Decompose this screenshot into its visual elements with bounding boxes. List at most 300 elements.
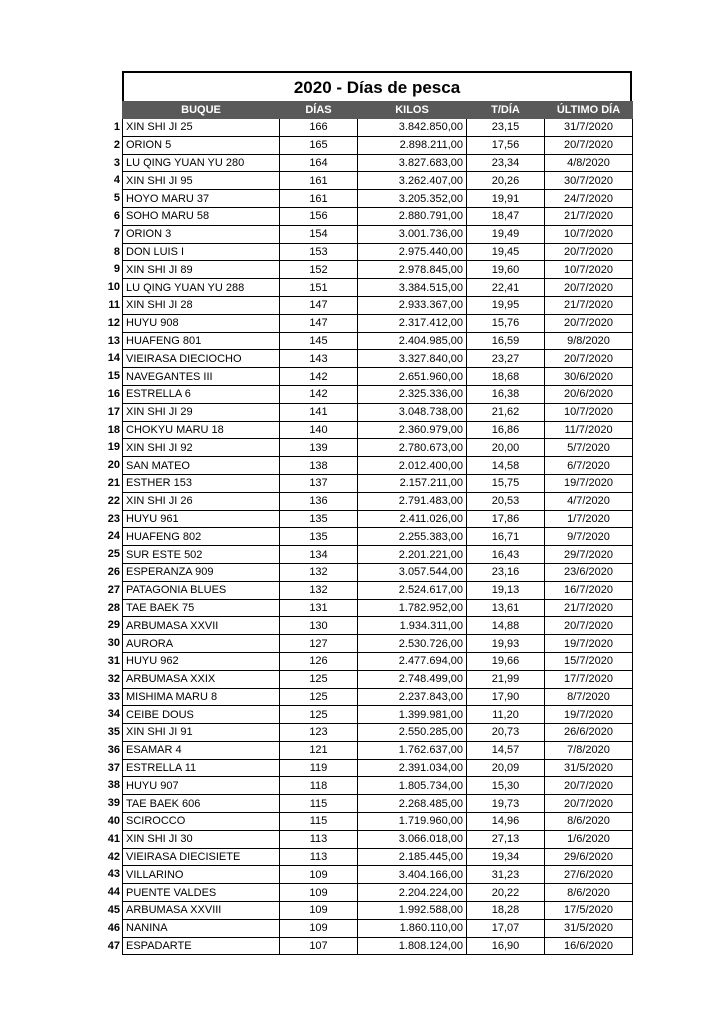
table-row bbox=[123, 937, 633, 955]
row-number: 26 bbox=[107, 565, 120, 578]
cell-kilos: 2.268.485,00 bbox=[358, 795, 467, 813]
cell-dias: 137 bbox=[280, 474, 358, 492]
cell-buque: HUYU 962 bbox=[123, 652, 280, 670]
table-row bbox=[123, 403, 633, 421]
row-number: 44 bbox=[107, 886, 120, 899]
cell-dias: 109 bbox=[280, 902, 358, 920]
table-row bbox=[123, 688, 633, 706]
cell-buque: ARBUMASA XXVIII bbox=[123, 902, 280, 920]
cell-dias: 115 bbox=[280, 795, 358, 813]
cell-buque: XIN SHI JI 91 bbox=[123, 724, 280, 742]
cell-buque: XIN SHI JI 30 bbox=[123, 830, 280, 848]
cell-dias: 164 bbox=[280, 154, 358, 172]
cell-dias: 107 bbox=[280, 937, 358, 955]
table-row bbox=[123, 474, 633, 492]
cell-buque: ARBUMASA XXVII bbox=[123, 617, 280, 635]
cell-kilos: 2.404.985,00 bbox=[358, 332, 467, 350]
cell-buque: SCIROCCO bbox=[123, 813, 280, 831]
cell-dias: 118 bbox=[280, 777, 358, 795]
table-row bbox=[123, 546, 633, 564]
table-row bbox=[123, 581, 633, 599]
cell-ultimo-dia: 21/7/2020 bbox=[545, 296, 633, 314]
cell-tdia: 19,49 bbox=[467, 225, 545, 243]
cell-buque: ESAMAR 4 bbox=[123, 741, 280, 759]
cell-tdia: 27,13 bbox=[467, 830, 545, 848]
row-number: 4 bbox=[113, 174, 120, 187]
table-row bbox=[123, 119, 633, 137]
column-header-dias: DÍAS bbox=[280, 102, 358, 119]
cell-buque: DON LUIS I bbox=[123, 243, 280, 261]
cell-buque: ESTRELLA 6 bbox=[123, 385, 280, 403]
cell-tdia: 14,58 bbox=[467, 457, 545, 475]
row-number: 2 bbox=[113, 138, 120, 151]
row-number: 34 bbox=[107, 708, 120, 721]
cell-dias: 109 bbox=[280, 884, 358, 902]
cell-kilos: 1.805.734,00 bbox=[358, 777, 467, 795]
cell-ultimo-dia: 1/6/2020 bbox=[545, 830, 633, 848]
table-row bbox=[123, 866, 633, 884]
row-number: 20 bbox=[107, 459, 120, 472]
cell-kilos: 2.360.979,00 bbox=[358, 421, 467, 439]
cell-ultimo-dia: 29/7/2020 bbox=[545, 546, 633, 564]
cell-tdia: 14,57 bbox=[467, 741, 545, 759]
cell-buque: HOYO MARU 37 bbox=[123, 190, 280, 208]
cell-kilos: 1.762.637,00 bbox=[358, 741, 467, 759]
cell-tdia: 20,22 bbox=[467, 884, 545, 902]
cell-kilos: 1.992.588,00 bbox=[358, 902, 467, 920]
cell-dias: 125 bbox=[280, 706, 358, 724]
cell-dias: 109 bbox=[280, 919, 358, 937]
row-number: 36 bbox=[107, 743, 120, 756]
cell-kilos: 2.975.440,00 bbox=[358, 243, 467, 261]
cell-kilos: 1.808.124,00 bbox=[358, 937, 467, 955]
cell-dias: 139 bbox=[280, 439, 358, 457]
table-row bbox=[123, 368, 633, 386]
table-row bbox=[123, 830, 633, 848]
row-number: 17 bbox=[107, 405, 120, 418]
row-number: 15 bbox=[107, 370, 120, 383]
cell-dias: 126 bbox=[280, 652, 358, 670]
row-number: 16 bbox=[107, 387, 120, 400]
cell-kilos: 2.012.400,00 bbox=[358, 457, 467, 475]
table-header-row bbox=[123, 102, 633, 119]
row-number: 42 bbox=[107, 850, 120, 863]
cell-kilos: 2.978.845,00 bbox=[358, 261, 467, 279]
row-number: 21 bbox=[107, 476, 120, 489]
cell-tdia: 16,43 bbox=[467, 546, 545, 564]
row-number: 39 bbox=[107, 797, 120, 810]
column-header-ultimo-dia: ÚLTIMO DÍA bbox=[545, 102, 633, 119]
cell-kilos: 2.748.499,00 bbox=[358, 670, 467, 688]
cell-kilos: 3.001.736,00 bbox=[358, 225, 467, 243]
cell-kilos: 3.066.018,00 bbox=[358, 830, 467, 848]
table-row bbox=[123, 759, 633, 777]
cell-ultimo-dia: 11/7/2020 bbox=[545, 421, 633, 439]
cell-tdia: 18,28 bbox=[467, 902, 545, 920]
table-row bbox=[123, 457, 633, 475]
cell-buque: ESTRELLA 11 bbox=[123, 759, 280, 777]
cell-ultimo-dia: 20/7/2020 bbox=[545, 136, 633, 154]
cell-dias: 161 bbox=[280, 172, 358, 190]
cell-dias: 135 bbox=[280, 528, 358, 546]
cell-tdia: 15,30 bbox=[467, 777, 545, 795]
table-row bbox=[123, 136, 633, 154]
cell-ultimo-dia: 4/7/2020 bbox=[545, 492, 633, 510]
cell-buque: CEIBE DOUS bbox=[123, 706, 280, 724]
cell-kilos: 1.719.960,00 bbox=[358, 813, 467, 831]
cell-kilos: 2.791.483,00 bbox=[358, 492, 467, 510]
cell-tdia: 19,95 bbox=[467, 296, 545, 314]
cell-kilos: 2.530.726,00 bbox=[358, 635, 467, 653]
cell-ultimo-dia: 10/7/2020 bbox=[545, 225, 633, 243]
cell-ultimo-dia: 15/7/2020 bbox=[545, 652, 633, 670]
table-row bbox=[123, 795, 633, 813]
cell-buque: ARBUMASA XXIX bbox=[123, 670, 280, 688]
cell-tdia: 11,20 bbox=[467, 706, 545, 724]
row-number: 22 bbox=[107, 494, 120, 507]
cell-dias: 123 bbox=[280, 724, 358, 742]
table-row bbox=[123, 617, 633, 635]
cell-ultimo-dia: 27/6/2020 bbox=[545, 866, 633, 884]
cell-ultimo-dia: 20/7/2020 bbox=[545, 795, 633, 813]
table-row bbox=[123, 172, 633, 190]
cell-ultimo-dia: 9/7/2020 bbox=[545, 528, 633, 546]
cell-buque: PUENTE VALDES bbox=[123, 884, 280, 902]
cell-ultimo-dia: 30/6/2020 bbox=[545, 368, 633, 386]
row-number: 18 bbox=[107, 423, 120, 436]
table-row bbox=[123, 848, 633, 866]
cell-ultimo-dia: 20/7/2020 bbox=[545, 777, 633, 795]
row-number: 1 bbox=[113, 121, 120, 133]
cell-tdia: 18,68 bbox=[467, 368, 545, 386]
cell-ultimo-dia: 19/7/2020 bbox=[545, 474, 633, 492]
row-number: 37 bbox=[107, 761, 120, 774]
cell-tdia: 17,56 bbox=[467, 136, 545, 154]
cell-tdia: 23,27 bbox=[467, 350, 545, 368]
cell-buque: ORION 3 bbox=[123, 225, 280, 243]
cell-kilos: 2.325.336,00 bbox=[358, 385, 467, 403]
cell-tdia: 22,41 bbox=[467, 279, 545, 297]
cell-kilos: 2.477.694,00 bbox=[358, 652, 467, 670]
cell-ultimo-dia: 17/5/2020 bbox=[545, 902, 633, 920]
cell-kilos: 3.842.850,00 bbox=[358, 119, 467, 137]
cell-dias: 121 bbox=[280, 741, 358, 759]
cell-dias: 153 bbox=[280, 243, 358, 261]
cell-tdia: 17,86 bbox=[467, 510, 545, 528]
cell-kilos: 2.524.617,00 bbox=[358, 581, 467, 599]
cell-buque: ESPADARTE bbox=[123, 937, 280, 955]
row-number: 14 bbox=[107, 352, 120, 365]
cell-kilos: 1.399.981,00 bbox=[358, 706, 467, 724]
cell-kilos: 1.782.952,00 bbox=[358, 599, 467, 617]
table-row bbox=[123, 190, 633, 208]
cell-dias: 135 bbox=[280, 510, 358, 528]
row-number: 41 bbox=[107, 832, 120, 845]
row-number: 31 bbox=[107, 654, 120, 667]
cell-tdia: 16,38 bbox=[467, 385, 545, 403]
cell-kilos: 3.327.840,00 bbox=[358, 350, 467, 368]
row-number: 3 bbox=[113, 156, 120, 169]
table-row bbox=[123, 599, 633, 617]
cell-dias: 156 bbox=[280, 207, 358, 225]
cell-dias: 166 bbox=[280, 119, 358, 137]
cell-kilos: 2.391.034,00 bbox=[358, 759, 467, 777]
column-header-kilos: KILOS bbox=[358, 102, 467, 119]
cell-kilos: 2.933.367,00 bbox=[358, 296, 467, 314]
table-row bbox=[123, 279, 633, 297]
table-row bbox=[123, 421, 633, 439]
cell-buque: HUAFENG 801 bbox=[123, 332, 280, 350]
table-row bbox=[123, 261, 633, 279]
cell-tdia: 17,90 bbox=[467, 688, 545, 706]
cell-buque: NANINA bbox=[123, 919, 280, 937]
cell-ultimo-dia: 20/7/2020 bbox=[545, 617, 633, 635]
cell-dias: 151 bbox=[280, 279, 358, 297]
cell-dias: 130 bbox=[280, 617, 358, 635]
cell-buque: VIEIRASA DIECISIETE bbox=[123, 848, 280, 866]
row-number: 10 bbox=[107, 281, 120, 294]
cell-ultimo-dia: 23/6/2020 bbox=[545, 563, 633, 581]
cell-ultimo-dia: 21/7/2020 bbox=[545, 599, 633, 617]
cell-tdia: 19,13 bbox=[467, 581, 545, 599]
cell-kilos: 3.404.166,00 bbox=[358, 866, 467, 884]
table-row bbox=[123, 741, 633, 759]
cell-dias: 147 bbox=[280, 296, 358, 314]
table-row bbox=[123, 439, 633, 457]
cell-buque: PATAGONIA BLUES bbox=[123, 581, 280, 599]
cell-tdia: 21,99 bbox=[467, 670, 545, 688]
cell-kilos: 2.255.383,00 bbox=[358, 528, 467, 546]
row-number: 46 bbox=[107, 921, 120, 934]
cell-dias: 109 bbox=[280, 866, 358, 884]
cell-ultimo-dia: 31/5/2020 bbox=[545, 759, 633, 777]
cell-dias: 113 bbox=[280, 848, 358, 866]
cell-buque: ORION 5 bbox=[123, 136, 280, 154]
cell-tdia: 19,73 bbox=[467, 795, 545, 813]
cell-dias: 142 bbox=[280, 368, 358, 386]
cell-kilos: 2.411.026,00 bbox=[358, 510, 467, 528]
cell-tdia: 18,47 bbox=[467, 207, 545, 225]
cell-ultimo-dia: 21/7/2020 bbox=[545, 207, 633, 225]
row-number: 43 bbox=[107, 868, 120, 881]
cell-dias: 125 bbox=[280, 670, 358, 688]
row-number: 9 bbox=[113, 263, 120, 276]
cell-buque: XIN SHI JI 25 bbox=[123, 119, 280, 137]
cell-buque: VIEIRASA DIECIOCHO bbox=[123, 350, 280, 368]
table-row bbox=[123, 243, 633, 261]
table-row bbox=[123, 314, 633, 332]
cell-buque: AURORA bbox=[123, 635, 280, 653]
cell-tdia: 31,23 bbox=[467, 866, 545, 884]
cell-dias: 152 bbox=[280, 261, 358, 279]
cell-buque: LU QING YUAN YU 288 bbox=[123, 279, 280, 297]
row-number: 28 bbox=[107, 601, 120, 614]
cell-kilos: 3.384.515,00 bbox=[358, 279, 467, 297]
cell-tdia: 13,61 bbox=[467, 599, 545, 617]
cell-ultimo-dia: 7/8/2020 bbox=[545, 741, 633, 759]
cell-ultimo-dia: 20/7/2020 bbox=[545, 279, 633, 297]
row-number: 5 bbox=[113, 192, 120, 205]
cell-buque: XIN SHI JI 89 bbox=[123, 261, 280, 279]
cell-ultimo-dia: 31/7/2020 bbox=[545, 119, 633, 137]
table-row bbox=[123, 670, 633, 688]
cell-kilos: 2.550.285,00 bbox=[358, 724, 467, 742]
cell-buque: NAVEGANTES III bbox=[123, 368, 280, 386]
row-number: 12 bbox=[107, 316, 120, 329]
row-number: 25 bbox=[107, 548, 120, 561]
column-header-tdia: T/DÍA bbox=[467, 102, 545, 119]
cell-tdia: 21,62 bbox=[467, 403, 545, 421]
table-row bbox=[123, 385, 633, 403]
cell-kilos: 1.860.110,00 bbox=[358, 919, 467, 937]
cell-ultimo-dia: 19/7/2020 bbox=[545, 635, 633, 653]
row-number: 23 bbox=[107, 512, 120, 525]
cell-buque: HUYU 961 bbox=[123, 510, 280, 528]
cell-buque: VILLARINO bbox=[123, 866, 280, 884]
table-row bbox=[123, 635, 633, 653]
cell-kilos: 3.057.544,00 bbox=[358, 563, 467, 581]
cell-kilos: 2.898.211,00 bbox=[358, 136, 467, 154]
row-number-column bbox=[96, 119, 120, 955]
table-row bbox=[123, 902, 633, 920]
row-number: 40 bbox=[107, 815, 120, 828]
cell-dias: 140 bbox=[280, 421, 358, 439]
cell-buque: ESTHER 153 bbox=[123, 474, 280, 492]
row-number: 19 bbox=[107, 441, 120, 454]
cell-ultimo-dia: 8/7/2020 bbox=[545, 688, 633, 706]
cell-buque: CHOKYU MARU 18 bbox=[123, 421, 280, 439]
row-number: 7 bbox=[113, 227, 120, 240]
cell-tdia: 16,59 bbox=[467, 332, 545, 350]
cell-kilos: 2.880.791,00 bbox=[358, 207, 467, 225]
cell-tdia: 19,93 bbox=[467, 635, 545, 653]
cell-buque: HUYU 907 bbox=[123, 777, 280, 795]
cell-dias: 113 bbox=[280, 830, 358, 848]
cell-buque: HUAFENG 802 bbox=[123, 528, 280, 546]
cell-tdia: 19,66 bbox=[467, 652, 545, 670]
cell-tdia: 20,53 bbox=[467, 492, 545, 510]
table-row bbox=[123, 724, 633, 742]
cell-ultimo-dia: 9/8/2020 bbox=[545, 332, 633, 350]
cell-dias: 141 bbox=[280, 403, 358, 421]
row-number: 27 bbox=[107, 583, 120, 596]
cell-ultimo-dia: 8/6/2020 bbox=[545, 884, 633, 902]
cell-tdia: 23,16 bbox=[467, 563, 545, 581]
cell-ultimo-dia: 6/7/2020 bbox=[545, 457, 633, 475]
cell-tdia: 16,86 bbox=[467, 421, 545, 439]
cell-dias: 125 bbox=[280, 688, 358, 706]
cell-dias: 165 bbox=[280, 136, 358, 154]
cell-kilos: 1.934.311,00 bbox=[358, 617, 467, 635]
row-number: 29 bbox=[107, 619, 120, 632]
row-number: 45 bbox=[107, 904, 120, 917]
row-number: 33 bbox=[107, 690, 120, 703]
cell-ultimo-dia: 20/6/2020 bbox=[545, 385, 633, 403]
cell-buque: TAE BAEK 606 bbox=[123, 795, 280, 813]
cell-ultimo-dia: 10/7/2020 bbox=[545, 403, 633, 421]
row-number: 47 bbox=[107, 939, 120, 952]
cell-dias: 147 bbox=[280, 314, 358, 332]
table-row bbox=[123, 563, 633, 581]
cell-ultimo-dia: 5/7/2020 bbox=[545, 439, 633, 457]
cell-ultimo-dia: 31/5/2020 bbox=[545, 919, 633, 937]
cell-ultimo-dia: 20/7/2020 bbox=[545, 243, 633, 261]
cell-dias: 143 bbox=[280, 350, 358, 368]
cell-buque: SAN MATEO bbox=[123, 457, 280, 475]
cell-tdia: 15,75 bbox=[467, 474, 545, 492]
cell-tdia: 20,26 bbox=[467, 172, 545, 190]
row-number: 24 bbox=[107, 530, 120, 543]
cell-ultimo-dia: 20/7/2020 bbox=[545, 314, 633, 332]
cell-tdia: 16,71 bbox=[467, 528, 545, 546]
cell-tdia: 14,96 bbox=[467, 813, 545, 831]
cell-tdia: 19,91 bbox=[467, 190, 545, 208]
row-number: 8 bbox=[113, 245, 120, 258]
fishing-days-sheet bbox=[122, 71, 632, 955]
cell-buque: XIN SHI JI 95 bbox=[123, 172, 280, 190]
fishing-days-table bbox=[122, 101, 633, 955]
cell-buque: XIN SHI JI 28 bbox=[123, 296, 280, 314]
sheet-title: 2020 - Días de pesca bbox=[122, 71, 632, 101]
cell-tdia: 17,07 bbox=[467, 919, 545, 937]
cell-dias: 154 bbox=[280, 225, 358, 243]
table-row bbox=[123, 225, 633, 243]
table-row bbox=[123, 884, 633, 902]
row-number: 30 bbox=[107, 637, 120, 650]
cell-buque: XIN SHI JI 92 bbox=[123, 439, 280, 457]
cell-ultimo-dia: 16/6/2020 bbox=[545, 937, 633, 955]
cell-buque: SUR ESTE 502 bbox=[123, 546, 280, 564]
row-number: 11 bbox=[108, 298, 120, 311]
cell-tdia: 23,34 bbox=[467, 154, 545, 172]
cell-dias: 142 bbox=[280, 385, 358, 403]
table-row bbox=[123, 207, 633, 225]
cell-tdia: 20,00 bbox=[467, 439, 545, 457]
cell-ultimo-dia: 19/7/2020 bbox=[545, 706, 633, 724]
cell-ultimo-dia: 17/7/2020 bbox=[545, 670, 633, 688]
cell-ultimo-dia: 20/7/2020 bbox=[545, 350, 633, 368]
table-row bbox=[123, 777, 633, 795]
cell-ultimo-dia: 8/6/2020 bbox=[545, 813, 633, 831]
cell-buque: TAE BAEK 75 bbox=[123, 599, 280, 617]
cell-tdia: 20,73 bbox=[467, 724, 545, 742]
cell-ultimo-dia: 10/7/2020 bbox=[545, 261, 633, 279]
cell-tdia: 19,34 bbox=[467, 848, 545, 866]
cell-buque: HUYU 908 bbox=[123, 314, 280, 332]
cell-buque: LU QING YUAN YU 280 bbox=[123, 154, 280, 172]
table-row bbox=[123, 492, 633, 510]
cell-dias: 134 bbox=[280, 546, 358, 564]
cell-tdia: 19,45 bbox=[467, 243, 545, 261]
table-row bbox=[123, 154, 633, 172]
cell-kilos: 2.651.960,00 bbox=[358, 368, 467, 386]
cell-ultimo-dia: 30/7/2020 bbox=[545, 172, 633, 190]
cell-kilos: 2.157.211,00 bbox=[358, 474, 467, 492]
cell-kilos: 3.205.352,00 bbox=[358, 190, 467, 208]
cell-kilos: 2.780.673,00 bbox=[358, 439, 467, 457]
cell-dias: 161 bbox=[280, 190, 358, 208]
cell-kilos: 3.262.407,00 bbox=[358, 172, 467, 190]
cell-kilos: 2.237.843,00 bbox=[358, 688, 467, 706]
cell-kilos: 3.827.683,00 bbox=[358, 154, 467, 172]
cell-buque: MISHIMA MARU 8 bbox=[123, 688, 280, 706]
cell-ultimo-dia: 26/6/2020 bbox=[545, 724, 633, 742]
cell-buque: SOHO MARU 58 bbox=[123, 207, 280, 225]
cell-dias: 119 bbox=[280, 759, 358, 777]
cell-tdia: 20,09 bbox=[467, 759, 545, 777]
cell-tdia: 23,15 bbox=[467, 119, 545, 137]
row-number: 6 bbox=[113, 209, 120, 222]
